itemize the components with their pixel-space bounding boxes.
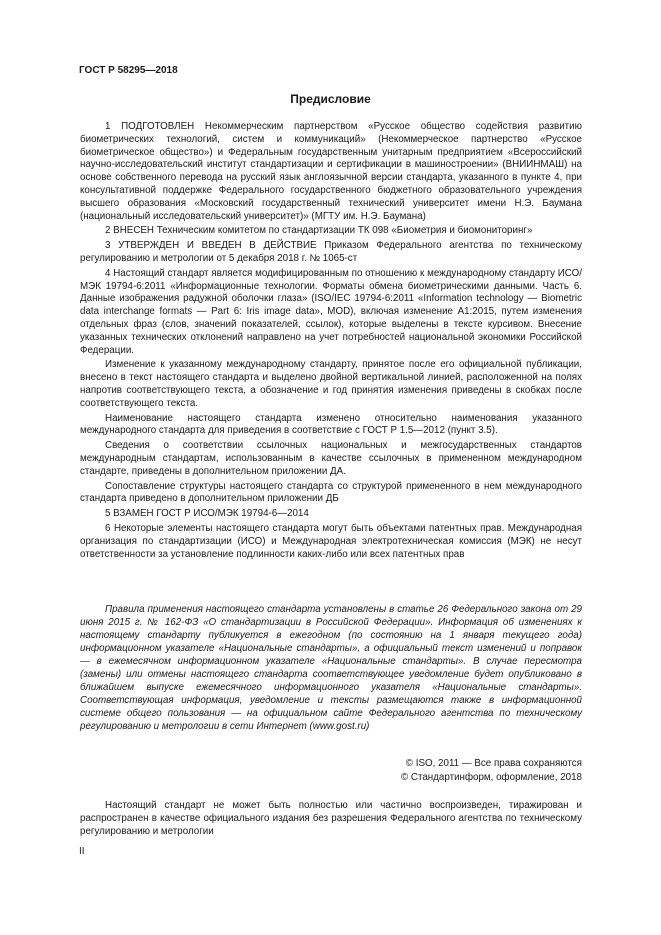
reproduction-notice: [80, 799, 582, 838]
standard-code: ГОСТ Р 58295—2018: [79, 65, 178, 76]
notice-text: Правила применения настоящего стандарта установлены в статье 26 Федерального закона от 29 июня 2015 г. № 162-ФЗ «О стандартизации в Российской Федерации». Информация об изменениях к настоящему стандарту публикуется в ежегодном (по состоянию на 1 января текущего года) информационном указателе «Национальные стандарты», а официальный текст изменений и поправок — в ежемесячном информационном указателе «Национальные стандарты». В случае пересмотра (замены) или отмены настоящего стандарта соответствующее уведомление будет опубликовано в ближайшем выпуске ежемесячного информационного указателя «Национальные стандарты». Соответствующая информация, уведомление и тексты размещаются также в информационной системе общего пользования — на официальном сайте Федерального агентства по техническому регулированию и метрологии в сети Интернет (www.gost.ru): [80, 604, 582, 732]
paragraph-patents: 6 Некоторые элементы настоящего стандарта могут быть объектами патентных прав. Международная организация по стандартизации (ИСО) и Международная электротехническая комиссия (МЭК) не несут ответственности за установление подлинности каких-либо или всех патентных прав: [80, 522, 582, 560]
page-title: Предисловие: [290, 92, 371, 106]
paragraph-modified: 4 Настоящий стандарт является модифицированным по отношению к международному стандарту ИСО/МЭК 19794-6:2011 «Информационные технологии. Форматы обмена биометрическими данными. Часть 6. Данные изображения радужной оболочки глаза» (ISO/IEC 19794-6:2011 «Information technology — Biometric data interchange formats — Part 6: Iris image data», MOD), включая изменение A1:2015, путем изменения отдельных фраз (слов, значений показателей, ссылок), которые выделены в тексте курсивом. Внесение указанных технических отклонений направлено на учет потребностей национальной экономики Российской Федерации.: [80, 267, 582, 356]
copyright-standartinform: © Стандартинформ, оформление, 2018: [400, 772, 582, 783]
paragraph-replaces: 5 ВЗАМЕН ГОСТ Р ИСО/МЭК 19794-6—2014: [105, 508, 309, 520]
preface-body: [80, 121, 582, 561]
paragraph-title-change: Наименование настоящего стандарта изменено относительно наименования указанного международного стандарта для приведения в соответствие с ГОСТ Р 1.5—2012 (пункт 3.5).: [80, 412, 582, 437]
paragraph-introduced: 2 ВНЕСЕН Техническим комитетом по стандартизации ТК 098 «Биометрия и биомониторинг»: [105, 225, 533, 237]
paragraph-structure: Сопоставление структуры настоящего стандарта со структурой примененного в нем международного стандарта приведено в дополнительном приложении ДБ: [80, 480, 582, 505]
paragraph-references: Сведения о соответствии ссылочных национальных и межгосударственных стандартов международным стандартам, использованным в качестве ссылочных в примененном международном стандарте, приведены в дополнительном приложении ДА.: [80, 440, 582, 477]
copyright-block: [282, 757, 582, 785]
page-number: II: [79, 846, 85, 857]
reproduction-text: Настоящий стандарт не может быть полностью или частично воспроизведен, тиражирован и распространен в качестве официального издания без разрешения Федерального агентства по техническому регулированию и метрологии: [80, 800, 582, 837]
paragraph-prepared: 1 ПОДГОТОВЛЕН Некоммерческим партнерством «Русское общество содействия развитию биометрических технологий, систем и коммуникаций» (Некоммерческое партнерство «Русское биометрическое общество») и Федеральным государственным унитарным предприятием «Всероссийский научно-исследовательский институт стандартизации и сертификации в машиностроении» (ВНИИНМАШ) на основе собственного перевода на русский язык англоязычной версии стандарта, указанного в пункте 4, при консультативной поддержке Федерального государственного бюджетного образовательного учреждения высшего образования «Московский государственный технический университет имени Н.Э. Баумана (национальный исследовательский университет)» (МГТУ им. Н.Э. Баумана): [80, 121, 582, 222]
paragraph-approved: 3 УТВЕРЖДЕН И ВВЕДЕН В ДЕЙСТВИЕ Приказом Федерального агентства по техническому регулированию и метрологии от 5 декабря 2018 г. № 1065-ст: [80, 240, 582, 264]
copyright-iso: © ISO, 2011 — Все права сохраняются: [405, 758, 582, 769]
application-rules-notice: [80, 603, 582, 733]
paragraph-amendment: Изменение к указанному международному стандарту, принятое после его официальной публикации, внесено в текст настоящего стандарта и выделено двойной вертикальной линией, расположенной на полях напротив соответствующего текста, а обозначение и год принятия изменения приведены в скобках после соответствующего текста.: [80, 359, 582, 409]
